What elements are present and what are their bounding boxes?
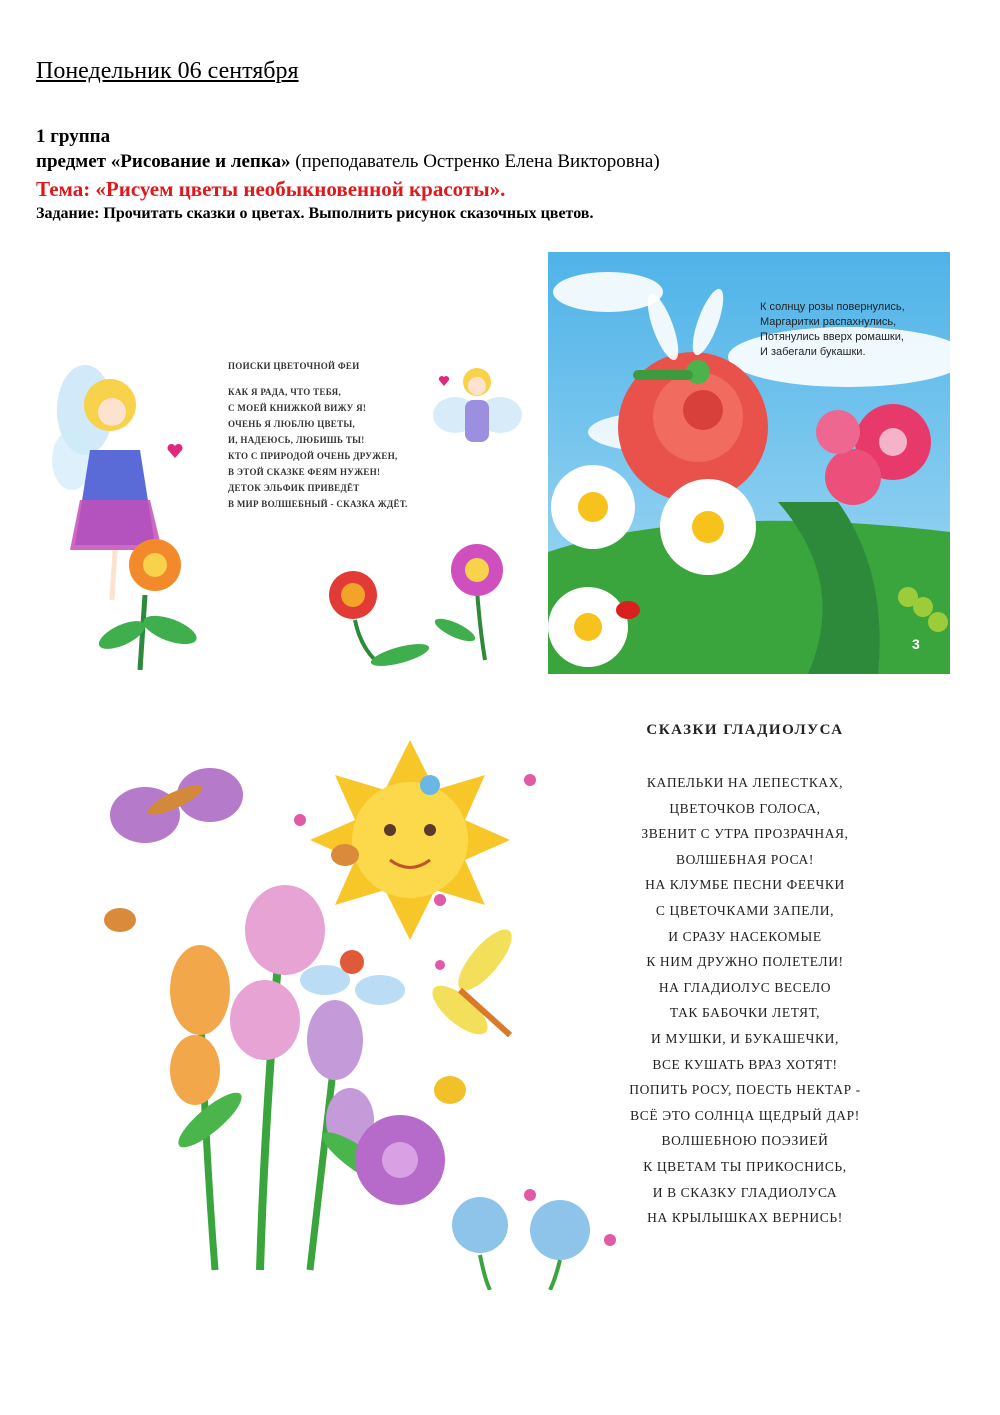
blue-flowers [452, 1197, 590, 1290]
fairy-poem-line: ДЕТОК ЭЛЬФИК ПРИВЕДЁТ [228, 483, 360, 493]
gladiolus-poem-line: ЦВЕТОЧКОВ ГОЛОСА, [669, 800, 821, 816]
fairy-poem-title: ПОИСКИ ЦВЕТОЧНОЙ ФЕИ [228, 361, 360, 371]
rose-rhyme-line: И забегали букашки. [760, 346, 866, 358]
fairy-poem-line: В ЭТОЙ СКАЗКЕ ФЕЯМ НУЖЕН! [228, 467, 381, 477]
rose-rhyme-line: Маргаритки распахнулись, [760, 316, 897, 328]
gladiolus-poem-line: К ЦВЕТАМ ТЫ ПРИКОСНИСЬ, [643, 1158, 847, 1174]
ladybug [616, 601, 640, 619]
gladiolus-poem-line: ВСЕ КУШАТЬ ВРАЗ ХОТЯТ! [652, 1056, 838, 1072]
rose-rhyme [760, 300, 905, 360]
gladiolus-poem-line: ВОЛШЕБНАЯ РОСА! [676, 851, 814, 867]
lesson-topic: Тема: «Рисуем цветы необыкновенной красоты». [36, 177, 506, 201]
gladiolus-poem-line: С ЦВЕТОЧКАМИ ЗАПЕЛИ, [655, 902, 835, 918]
fairy-poem-line: В МИР ВОЛШЕБНЫЙ - СКАЗКА ЖДЁТ. [228, 499, 408, 509]
gladiolus-poem-line: И В СКАЗКУ ГЛАДИОЛУСА [652, 1184, 838, 1200]
subject-line [36, 151, 660, 173]
fairy-poem-line: КТО С ПРИРОДОЙ ОЧЕНЬ ДРУЖЕН, [228, 451, 398, 461]
gladiolus-poem-line: И СРАЗУ НАСЕКОМЫЕ [668, 928, 822, 944]
subject-name: предмет «Рисование и лепка» [36, 151, 291, 172]
fairy-poem-line: С МОЕЙ КНИЖКОЙ ВИЖУ Я! [228, 403, 367, 413]
gladiolus-poem-line: ЗВЕНИТ С УТРА ПРОЗРАЧНАЯ, [641, 826, 849, 842]
lesson-date: Понедельник 06 сентября [36, 58, 299, 84]
gladiolus-drawing [90, 690, 630, 1290]
bee [331, 844, 359, 866]
lesson-task: Задание: Прочитать сказки о цветах. Выполнить рисунок сказочных цветов. [36, 205, 594, 222]
purple-flower [355, 1115, 445, 1205]
fairy-poem-line: ОЧЕНЬ Я ЛЮБЛЮ ЦВЕТЫ, [228, 419, 356, 429]
gladiolus-poem-line: ТАК БАБОЧКИ ЛЕТЯТ, [669, 1005, 821, 1021]
small-fairy [433, 368, 522, 442]
gladiolus-poem-line: ПОПИТЬ РОСУ, ПОЕСТЬ НЕКТАР - [629, 1082, 861, 1098]
page-number: 3 [912, 636, 920, 652]
butterfly [110, 768, 243, 843]
rose-rhyme-line: К солнцу розы повернулись, [760, 301, 905, 313]
gladiolus-poem-line: НА КРЫЛЫШКАХ ВЕРНИСЬ! [647, 1210, 843, 1226]
dragonfly [425, 922, 520, 1043]
gladiolus-poem-line: НА ГЛАДИОЛУС ВЕСЕЛО [658, 979, 832, 995]
gladiolus-poem-line: И МУШКИ, И БУКАШЕЧКИ, [651, 1030, 839, 1046]
teacher-name: (преподаватель Остренко Елена Викторовна) [290, 151, 660, 172]
sun [310, 740, 510, 940]
fairy-poem-line: И, НАДЕЮСЬ, ЛЮБИШЬ ТЫ! [228, 435, 365, 445]
fairy-page-illustration [30, 300, 545, 680]
gladiolus-flowers [170, 885, 404, 1270]
gladiolus-page [90, 690, 970, 1310]
gladiolus-poem-line: ВОЛШЕБНОЮ ПОЭЗИЕЙ [661, 1133, 829, 1149]
gladiolus-title: СКАЗКИ ГЛАДИОЛУСА [646, 722, 844, 738]
group-label: 1 группа [36, 126, 111, 147]
fairy-poem-line: КАК Я РАДА, ЧТО ТЕБЯ, [228, 387, 342, 397]
gladiolus-poem-line: КАПЕЛЬКИ НА ЛЕПЕСТКАХ, [646, 775, 844, 790]
pink-flower [432, 544, 503, 660]
gladiolus-poem-line: НА КЛУМБЕ ПЕСНИ ФЕЕЧКИ [645, 877, 845, 893]
bee [434, 1076, 466, 1104]
rose-rhyme-line: Потянулись вверх ромашки, [760, 331, 904, 343]
gladiolus-poem [610, 770, 880, 1231]
fairy-flower [95, 539, 200, 670]
red-flower [329, 571, 431, 670]
gladiolus-poem-line: ВСЁ ЭТО СОЛНЦА ЩЕДРЫЙ ДАР! [630, 1107, 860, 1123]
bee [104, 908, 136, 932]
gladiolus-poem-line: К НИМ ДРУЖНО ПОЛЕТЕЛИ! [646, 954, 844, 970]
rose-page-illustration [548, 252, 950, 674]
fairy-poem [228, 358, 408, 512]
